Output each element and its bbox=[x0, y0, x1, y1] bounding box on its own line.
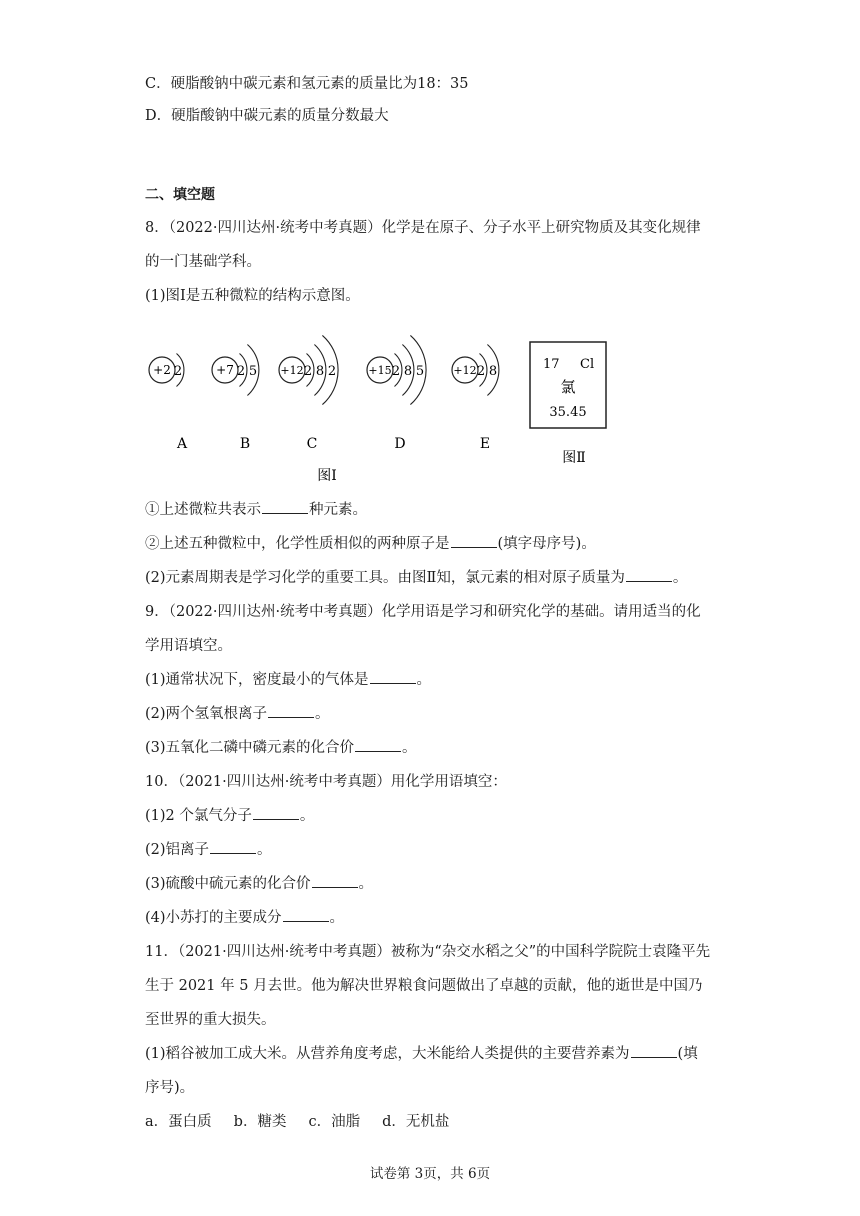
answer-blank[interactable] bbox=[355, 738, 401, 752]
q8-line2: 的一门基础学科。 bbox=[145, 254, 261, 270]
q9-part2: (2)两个氢氧根离子 。 bbox=[145, 706, 330, 722]
electron-count: 2 bbox=[173, 364, 183, 379]
electron-count: 5 bbox=[248, 364, 258, 379]
figure-2-caption: 图Ⅱ bbox=[562, 450, 586, 466]
option-a: a．蛋白质 bbox=[145, 1114, 212, 1130]
nucleus-charge: +2 bbox=[153, 363, 171, 377]
q11-options bbox=[145, 1112, 471, 1132]
particle-label: B bbox=[239, 436, 251, 452]
option-b: b．糖类 bbox=[233, 1114, 287, 1130]
option-d: D．硬脂酸钠中碳元素的质量分数最大 bbox=[145, 108, 389, 124]
page-footer: 试卷第 3页，共 6页 bbox=[369, 1166, 491, 1182]
figure-1-caption: 图Ⅰ bbox=[317, 468, 337, 484]
particle-label: C bbox=[306, 436, 318, 452]
electron-count: 5 bbox=[415, 364, 425, 379]
answer-blank[interactable] bbox=[626, 568, 672, 582]
periodic-table-cell bbox=[530, 342, 606, 428]
particle-label: E bbox=[479, 436, 491, 452]
electron-count: 2 bbox=[303, 364, 313, 379]
electron-count: 2 bbox=[391, 364, 401, 379]
electron-count: 2 bbox=[236, 364, 246, 379]
q8-sub1: ①上述微粒共表示 种元素。 bbox=[145, 502, 367, 518]
element-name: 氯 bbox=[560, 378, 576, 396]
answer-blank[interactable] bbox=[283, 908, 329, 922]
particle-a bbox=[149, 354, 188, 453]
q9-line1: 9．（2022·四川达州·统考中考真题）化学用语是学习和研究化学的基础。请用适当的化 bbox=[145, 604, 701, 620]
answer-blank[interactable] bbox=[451, 534, 497, 548]
element-number: 17 bbox=[543, 357, 560, 372]
answer-blank[interactable] bbox=[210, 840, 256, 854]
q11-line2: 生于 2021 年 5 月去世。他为解决世界粮食问题做出了卓越的贡献，他的逝世是中国乃 bbox=[145, 978, 703, 994]
answer-blank[interactable] bbox=[312, 874, 358, 888]
q9-part1: (1)通常状况下，密度最小的气体是 。 bbox=[145, 672, 432, 688]
particle-label: A bbox=[176, 436, 188, 452]
particle-d bbox=[367, 335, 426, 452]
electron-count: 2 bbox=[476, 364, 486, 379]
nucleus-charge: +12 bbox=[453, 364, 477, 377]
particle-label: D bbox=[394, 436, 406, 452]
q11-line3: 至世界的重大损失。 bbox=[145, 1012, 276, 1028]
q8-part2: (2)元素周期表是学习化学的重要工具。由图Ⅱ知，氯元素的相对原子质量为 。 bbox=[145, 570, 688, 586]
q10-part4: (4)小苏打的主要成分 。 bbox=[145, 910, 345, 926]
electron-count: 8 bbox=[403, 364, 413, 379]
answer-blank[interactable] bbox=[262, 500, 308, 514]
q10-part3: (3)硫酸中硫元素的化合价 。 bbox=[145, 876, 374, 892]
q8-line1: 8．（2022·四川达州·统考中考真题）化学是在原子、分子水平上研究物质及其变化规律 bbox=[145, 220, 701, 236]
q11-part1-cont: 序号)。 bbox=[145, 1080, 195, 1096]
particle-b bbox=[212, 345, 259, 453]
element-mass: 35.45 bbox=[549, 405, 587, 420]
electron-count: 2 bbox=[327, 364, 337, 379]
q11-part1: (1)稻谷被加工成大米。从营养角度考虑，大米能给人类提供的主要营养素为 (填 bbox=[145, 1046, 698, 1062]
answer-blank[interactable] bbox=[631, 1044, 677, 1058]
particle-e bbox=[452, 345, 499, 453]
particle-c bbox=[279, 335, 338, 452]
nucleus-charge: +15 bbox=[368, 364, 392, 377]
electron-count: 8 bbox=[315, 364, 325, 379]
q8-part1: (1)图Ⅰ是五种微粒的结构示意图。 bbox=[145, 288, 360, 304]
answer-blank[interactable] bbox=[253, 806, 299, 820]
q11-line1: 11．（2021·四川达州·统考中考真题）被称为“杂交水稻之父”的中国科学院院士袁隆平先 bbox=[145, 944, 711, 960]
q8-sub2: ②上述五种微粒中，化学性质相似的两种原子是 (填字母序号)。 bbox=[145, 536, 596, 552]
q10-part2: (2)铝离子 。 bbox=[145, 842, 272, 858]
particle-diagrams bbox=[149, 335, 499, 452]
q10-line1: 10．（2021·四川达州·统考中考真题）用化学用语填空： bbox=[145, 774, 507, 790]
option-c-item: c．油脂 bbox=[308, 1114, 361, 1130]
section-heading: 二、填空题 bbox=[145, 187, 215, 203]
electron-count: 8 bbox=[488, 364, 498, 379]
q9-line2: 学用语填空。 bbox=[145, 638, 232, 654]
nucleus-charge: +7 bbox=[216, 363, 234, 377]
nucleus-charge: +12 bbox=[280, 364, 304, 377]
q9-part3: (3)五氧化二磷中磷元素的化合价 。 bbox=[145, 740, 417, 756]
answer-blank[interactable] bbox=[370, 670, 416, 684]
answer-blank[interactable] bbox=[268, 704, 314, 718]
q10-part1: (1)2 个氯气分子 。 bbox=[145, 808, 315, 824]
element-symbol: Cl bbox=[580, 357, 595, 372]
atomic-structure-figure bbox=[140, 330, 610, 490]
option-d-item: d．无机盐 bbox=[382, 1114, 450, 1130]
option-c: C．硬脂酸钠中碳元素和氢元素的质量比为18：35 bbox=[145, 76, 469, 92]
